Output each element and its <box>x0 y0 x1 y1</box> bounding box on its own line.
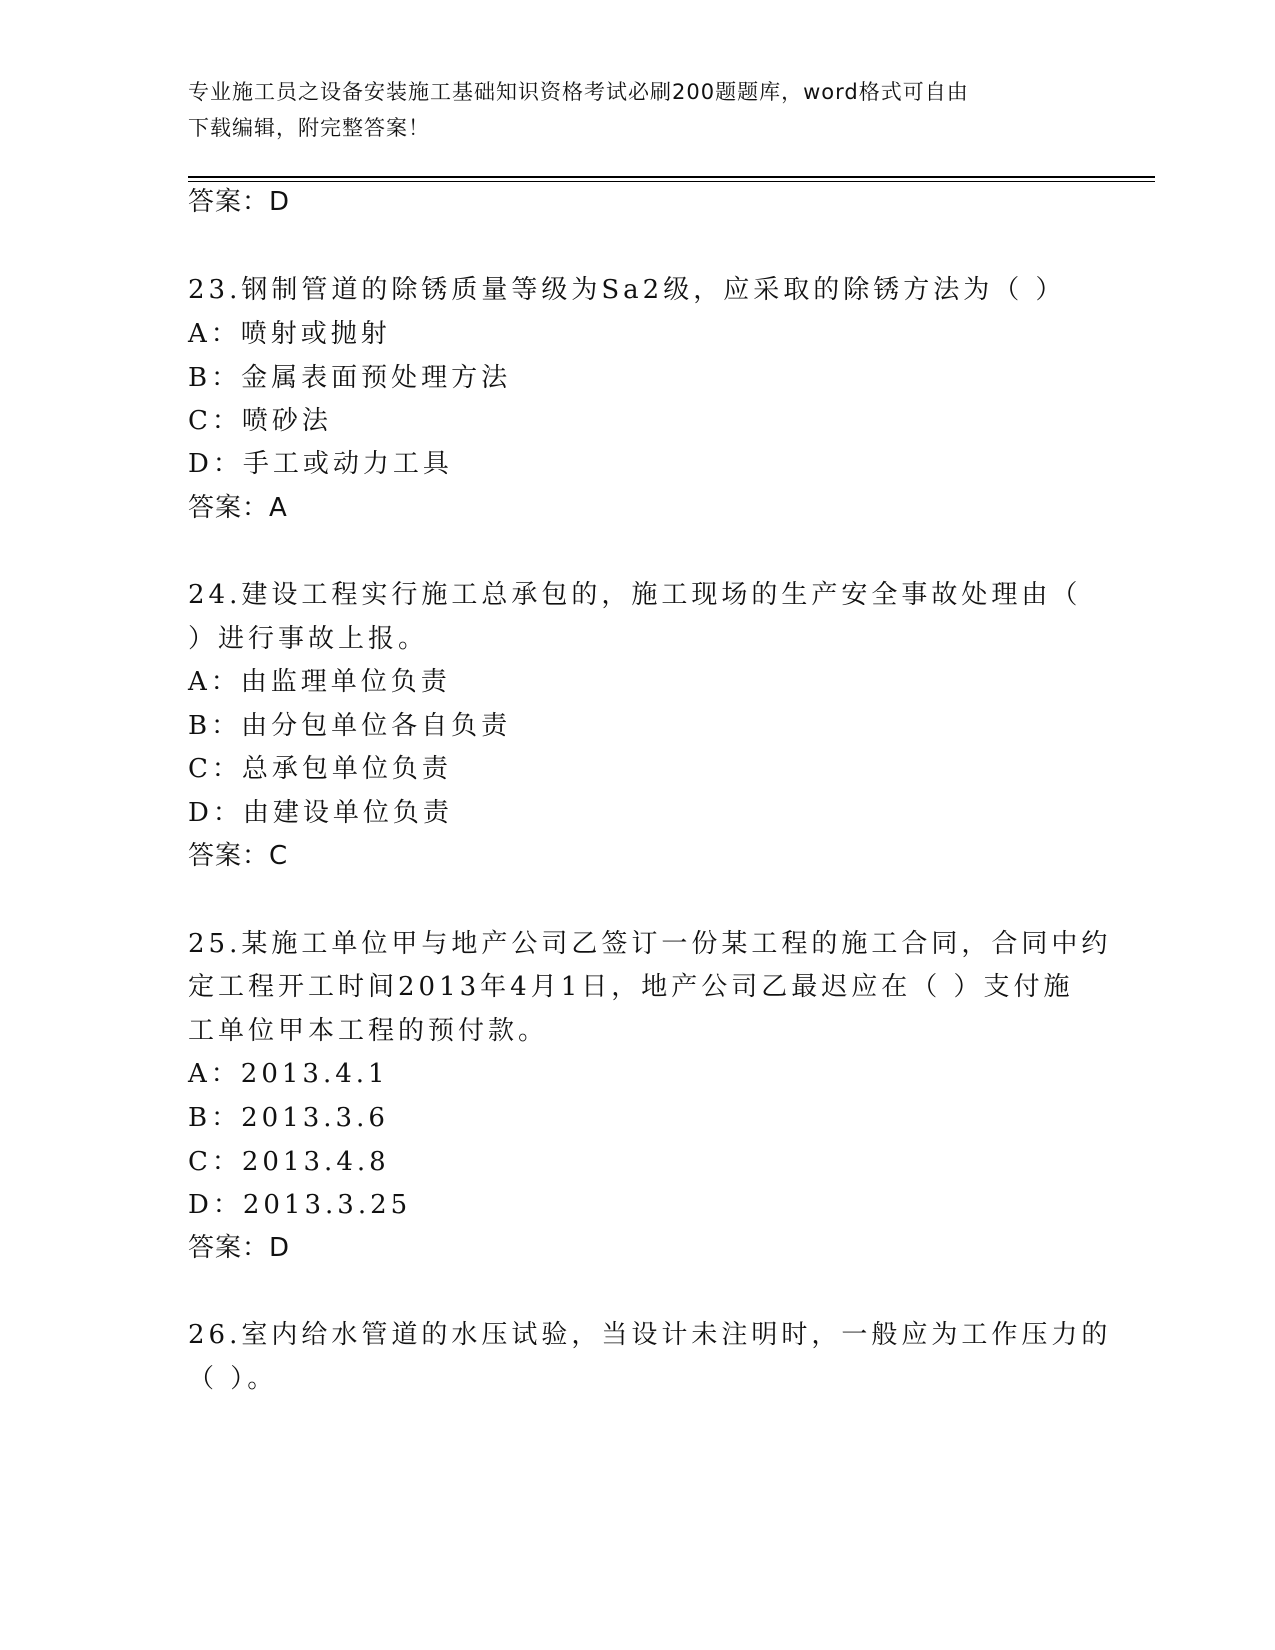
question-24-option-b: B：由分包单位各自负责 <box>188 711 512 741</box>
question-25-stem-line-1: 25.某施工单位甲与地产公司乙签订一份某工程的施工合同，合同中约 <box>188 929 1112 959</box>
question-26-stem-line-1: 26.室内给水管道的水压试验，当设计未注明时，一般应为工作压力的 <box>188 1320 1112 1350</box>
question-23-answer: 答案：A <box>188 493 288 523</box>
question-23-option-c: C：喷砂法 <box>188 406 332 436</box>
question-24-option-c: C：总承包单位负责 <box>188 754 452 784</box>
document-header <box>188 74 1088 146</box>
question-25-option-d: D：2013.3.25 <box>188 1190 412 1220</box>
question-24-option-d: D：由建设单位负责 <box>188 798 453 828</box>
question-23-option-b: B：金属表面预处理方法 <box>188 363 512 393</box>
header-rule-thin <box>188 181 1155 182</box>
question-24-option-a: A：由监理单位负责 <box>188 667 451 697</box>
question-23-stem: 23.钢制管道的除锈质量等级为Sa2级，应采取的除锈方法为（ ） <box>188 275 1066 305</box>
header-rule <box>188 176 1155 178</box>
question-25-option-c: C：2013.4.8 <box>188 1147 390 1177</box>
question-25-answer: 答案：D <box>188 1233 291 1263</box>
question-26-stem-line-2: （ ）。 <box>188 1364 278 1394</box>
question-25-stem-line-2: 定工程开工时间2013年4月1日，地产公司乙最迟应在（ ）支付施 <box>188 972 1074 1002</box>
question-23-option-d: D：手工或动力工具 <box>188 449 453 479</box>
header-line-1: 专业施工员之设备安装施工基础知识资格考试必刷200题题库，word格式可自由 <box>188 80 969 104</box>
previous-answer: 答案：D <box>188 187 291 217</box>
question-25-option-b: B：2013.3.6 <box>188 1103 389 1133</box>
question-25-stem-line-3: 工单位甲本工程的预付款。 <box>188 1016 549 1046</box>
header-line-2: 下载编辑，附完整答案！ <box>188 116 430 140</box>
question-23-option-a: A：喷射或抛射 <box>188 319 391 349</box>
question-25-option-a: A：2013.4.1 <box>188 1059 389 1089</box>
question-24-stem-line-1: 24.建设工程实行施工总承包的，施工现场的生产安全事故处理由（ <box>188 580 1082 610</box>
question-24-stem-line-2: ）进行事故上报。 <box>188 624 429 654</box>
question-24-answer: 答案：C <box>188 841 289 871</box>
